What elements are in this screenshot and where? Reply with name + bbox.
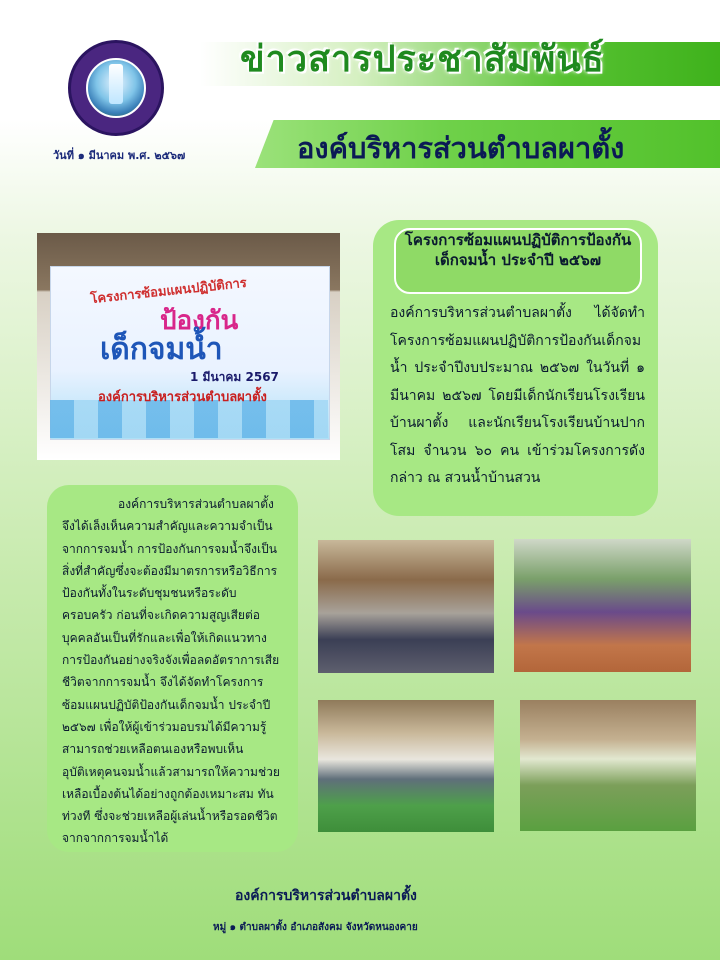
issue-date: วันที่ ๑ มีนาคม พ.ศ. ๒๕๖๗	[53, 149, 186, 162]
activity-photo-2	[514, 539, 691, 672]
activity-photo-4	[520, 700, 696, 831]
banner-line1: ป้องกัน	[160, 306, 239, 336]
details-text: องค์การบริหารส่วนตำบลผาตั้ง จึงได้เล็งเห็นความสำคัญและความจำเป็นจากการจมน้ำ การป้องกันการจมน้ำจึงเป็นสิ่งที่สำคัญซึ่งจะต้องมีมาตรการหรือวิธีการป้องกันทั้งในระดับชุมชนหรือระดับครอบครัว ก่อนที่จะเกิดความสูญเสียต่อบุคคลอันเป็นที่รักและเพื่อให้เกิดแนวทางการป้องกันอย่างจริงจังเพื่อลดอัตราการเสียชีวิตจากการจมน้ำ จึงได้จัดทำโครงการซ้อมแผนปฏิบัติป้องกันเด็กจมน้ำ ประจำปี ๒๕๖๗ เพื่อให้ผู้เข้าร่วมอบรมได้มีความรู้ สามารถช่วยเหลือตนเองหรือพบเห็นอุบัติเหตุคนจมน้ำแล้วสามารถให้ความช่วยเหลือเบื้องต้นได้อย่างถูกต้องเหมาะสม ทันท่วงที ซึ่งจะช่วยเหลือผู้เล่นน้ำหรือรอดชีวิตจากจากการจมน้ำได้	[62, 497, 280, 846]
activity-photo-1	[318, 540, 494, 673]
page-title: ข่าวสารประชาสัมพันธ์	[240, 38, 605, 80]
banner-date: 1 มีนาคม 2567	[190, 370, 279, 384]
organization-name: องค์บริหารส่วนตำบลผาตั้ง	[297, 131, 625, 165]
seal-waterfall-icon	[109, 64, 123, 104]
banner-line2: เด็กจมน้ำ	[100, 332, 223, 367]
banner-top-text: โครงการซ้อมแผนปฏิบัติการ	[89, 275, 248, 308]
footer-organization: องค์การบริหารส่วนตำบลผาตั้ง	[235, 888, 417, 904]
project-title: โครงการซ้อมแผนปฏิบัติการป้องกันเด็กจมน้ำ ประจำปี ๒๕๖๗	[404, 231, 632, 269]
activity-photo-3	[318, 700, 494, 832]
banner-organization: องค์การบริหารส่วนตำบลผาตั้ง	[98, 390, 267, 405]
footer-address: หมู่ ๑ ตำบลผาตั้ง อำเภอสังคม จังหวัดหนองคาย	[213, 922, 418, 933]
project-description: องค์การบริหารส่วนตำบลผาตั้ง ได้จัดทำโครงการซ้อมแผนปฏิบัติการป้องกันเด็กจมน้ำ ประจำปีงบประมาณ ๒๕๖๗ ในวันที่ ๑ มีนาคม ๒๕๖๗ โดยมีเด็กนักเรียนโรงเรียนบ้านผาตั้ง และนักเรียนโรงเรียนบ้านปากโสม จำนวน ๖๐ คน เข้าร่วมโครงการดังกล่าว ณ สวนน้ำบ้านสวน	[390, 305, 645, 486]
